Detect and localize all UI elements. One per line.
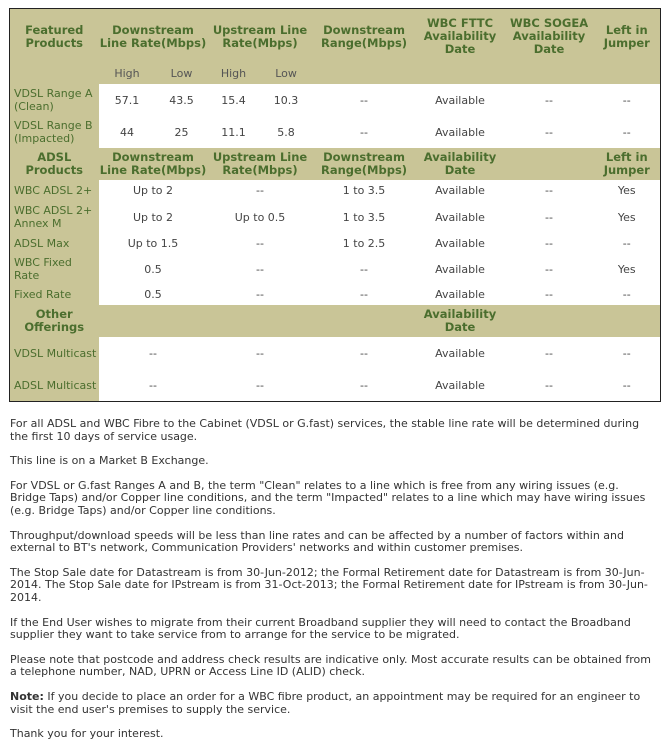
up-value: -- (208, 369, 313, 402)
down-value: 0.5 (99, 254, 208, 284)
availability-value: Available (416, 284, 505, 305)
table-row (10, 84, 661, 116)
table-row (10, 369, 661, 402)
header-left-in-jumper: Left in Jumper (594, 148, 661, 180)
other-header-row (10, 305, 661, 337)
availability-value: Available (416, 337, 505, 369)
header-availability-date: Availability Date (416, 305, 505, 337)
range-value: 1 to 3.5 (313, 180, 416, 201)
fttc-availability-value: Available (416, 116, 505, 148)
table-row (10, 180, 661, 201)
down-low-value: 25 (156, 116, 208, 148)
range-value: -- (313, 116, 416, 148)
sogea-availability-value: -- (505, 201, 594, 233)
table-row (10, 254, 661, 284)
header-other-offerings: Other Offerings (10, 305, 99, 337)
range-value: -- (313, 84, 416, 116)
note-stop-sale-dates: The Stop Sale date for Datastream is from 30-Jun-2012; the Formal Retirement date for Datastream is from 30-Jun-2014. The Stop Sale date for IPstream is from 31-Oct-2013; the Formal Retirement date for IPstream is from 30-Jun-2014. (10, 565, 648, 604)
note-stable-line-rate: For all ADSL and WBC Fibre to the Cabinet (VDSL or G.fast) services, the stable line rate will be determined during the first 10 days of service usage. (10, 417, 640, 443)
sogea-availability-value: -- (505, 180, 594, 201)
range-value: -- (313, 254, 416, 284)
availability-value: Available (416, 254, 505, 284)
header-left-in-jumper: Left in Jumper (594, 9, 661, 63)
table-row (10, 337, 661, 369)
up-high-value: 11.1 (208, 116, 260, 148)
down-value: -- (99, 337, 208, 369)
range-value: -- (313, 337, 416, 369)
subheader-blank (505, 62, 594, 84)
jumper-value: -- (594, 337, 661, 369)
jumper-value: -- (594, 233, 661, 254)
note-engineer-text: If you decide to place an order for a WBC fibre product, an appointment may be required for an engineer to visit the end user's premises to supply the service. (10, 689, 641, 716)
broadband-availability-table (9, 8, 661, 402)
jumper-value: Yes (594, 180, 661, 201)
sogea-availability-value: -- (505, 116, 594, 148)
header-blank (505, 148, 594, 180)
product-name: WBC ADSL 2+ Annex M (10, 201, 99, 233)
jumper-value: -- (594, 116, 661, 148)
product-name: Fixed Rate (10, 284, 99, 305)
header-downstream-range: Downstream Range(Mbps) (313, 148, 416, 180)
jumper-value: Yes (594, 254, 661, 284)
range-value: -- (313, 284, 416, 305)
subheader-blank (10, 62, 99, 84)
high-low-subheader-row (10, 62, 661, 84)
header-wbc-sogea-availability: WBC SOGEA Availability Date (505, 9, 594, 63)
up-value: -- (208, 254, 313, 284)
down-value: Up to 2 (99, 180, 208, 201)
header-blank (594, 305, 661, 337)
header-downstream-line-rate: Downstream Line Rate(Mbps) (99, 148, 208, 180)
availability-value: Available (416, 369, 505, 402)
sogea-availability-value: -- (505, 369, 594, 402)
availability-value: Available (416, 180, 505, 201)
range-value: 1 to 2.5 (313, 233, 416, 254)
up-high-value: 15.4 (208, 84, 260, 116)
product-name: ADSL Multicast (10, 369, 99, 402)
up-low-value: 5.8 (260, 116, 313, 148)
subheader-up-high: High (208, 62, 260, 84)
note-migration: If the End User wishes to migrate from their current Broadband supplier they will need to contact the Broadband supplier they want to take service from to arrange for the service to be migrated. (10, 615, 631, 642)
header-adsl-products: ADSL Products (10, 148, 99, 180)
note-clean-impacted: For VDSL or G.fast Ranges A and B, the term "Clean" relates to a line which is free from any wiring issues (e.g. Bridge Taps) and/or Copper line conditions, and the term "Impacted" relates to a line which may have wiring issues (e.g. Bridge Taps) and/or Copper line conditions. (10, 478, 646, 517)
header-wbc-fttc-availability: WBC FTTC Availability Date (416, 9, 505, 63)
up-value: Up to 0.5 (208, 201, 313, 233)
availability-value: Available (416, 233, 505, 254)
table-row (10, 284, 661, 305)
fttc-availability-value: Available (416, 84, 505, 116)
jumper-value: -- (594, 84, 661, 116)
header-blank (505, 305, 594, 337)
product-name: WBC Fixed Rate (10, 254, 99, 284)
featured-header-row (10, 9, 661, 63)
range-value: 1 to 3.5 (313, 201, 416, 233)
jumper-value: -- (594, 284, 661, 305)
subheader-up-low: Low (260, 62, 313, 84)
header-availability-date: Availability Date (416, 148, 505, 180)
subheader-blank (594, 62, 661, 84)
header-upstream-line-rate: Upstream Line Rate(Mbps) (208, 9, 313, 63)
sogea-availability-value: -- (505, 254, 594, 284)
down-low-value: 43.5 (156, 84, 208, 116)
subheader-down-low: Low (156, 62, 208, 84)
header-downstream-range: Downstream Range(Mbps) (313, 9, 416, 63)
product-name: WBC ADSL 2+ (10, 180, 99, 201)
up-low-value: 10.3 (260, 84, 313, 116)
up-value: -- (208, 233, 313, 254)
subheader-blank (313, 62, 416, 84)
note-postcode-check: Please note that postcode and address check results are indicative only. Most accurate results can be obtained from a telephone number, NAD, UPRN or Access Line ID (ALID) check. (10, 652, 651, 679)
header-upstream-line-rate: Upstream Line Rate(Mbps) (208, 148, 313, 180)
table-row (10, 116, 661, 148)
note-thank-you: Thank you for your interest. (10, 727, 164, 741)
note-throughput: Throughput/download speeds will be less than line rates and can be affected by a number of factors within and external to BT's network, Communication Providers' networks and within customer premises. (10, 528, 625, 555)
header-featured-products: Featured Products (10, 9, 99, 63)
sogea-availability-value: -- (505, 337, 594, 369)
note-label: Note: (10, 689, 44, 703)
sogea-availability-value: -- (505, 233, 594, 254)
header-blank (99, 305, 416, 337)
down-value: 0.5 (99, 284, 208, 305)
jumper-value: Yes (594, 201, 661, 233)
table-row (10, 201, 661, 233)
up-value: -- (208, 284, 313, 305)
product-name: VDSL Range A (Clean) (10, 84, 99, 116)
adsl-header-row (10, 148, 661, 180)
note-market-exchange: This line is on a Market B Exchange. (10, 454, 209, 468)
product-name: ADSL Max (10, 233, 99, 254)
up-value: -- (208, 337, 313, 369)
availability-value: Available (416, 201, 505, 233)
product-name: VDSL Multicast (10, 337, 99, 369)
subheader-down-high: High (99, 62, 156, 84)
down-high-value: 57.1 (99, 84, 156, 116)
jumper-value: -- (594, 369, 661, 402)
availability-notes (9, 418, 655, 741)
range-value: -- (313, 369, 416, 402)
up-value: -- (208, 180, 313, 201)
header-downstream-line-rate: Downstream Line Rate(Mbps) (99, 9, 208, 63)
sogea-availability-value: -- (505, 284, 594, 305)
table-row (10, 233, 661, 254)
subheader-blank (416, 62, 505, 84)
down-value: Up to 2 (99, 201, 208, 233)
down-value: Up to 1.5 (99, 233, 208, 254)
note-engineer-appointment (10, 691, 655, 716)
sogea-availability-value: -- (505, 84, 594, 116)
down-high-value: 44 (99, 116, 156, 148)
down-value: -- (99, 369, 208, 402)
product-name: VDSL Range B (Impacted) (10, 116, 99, 148)
